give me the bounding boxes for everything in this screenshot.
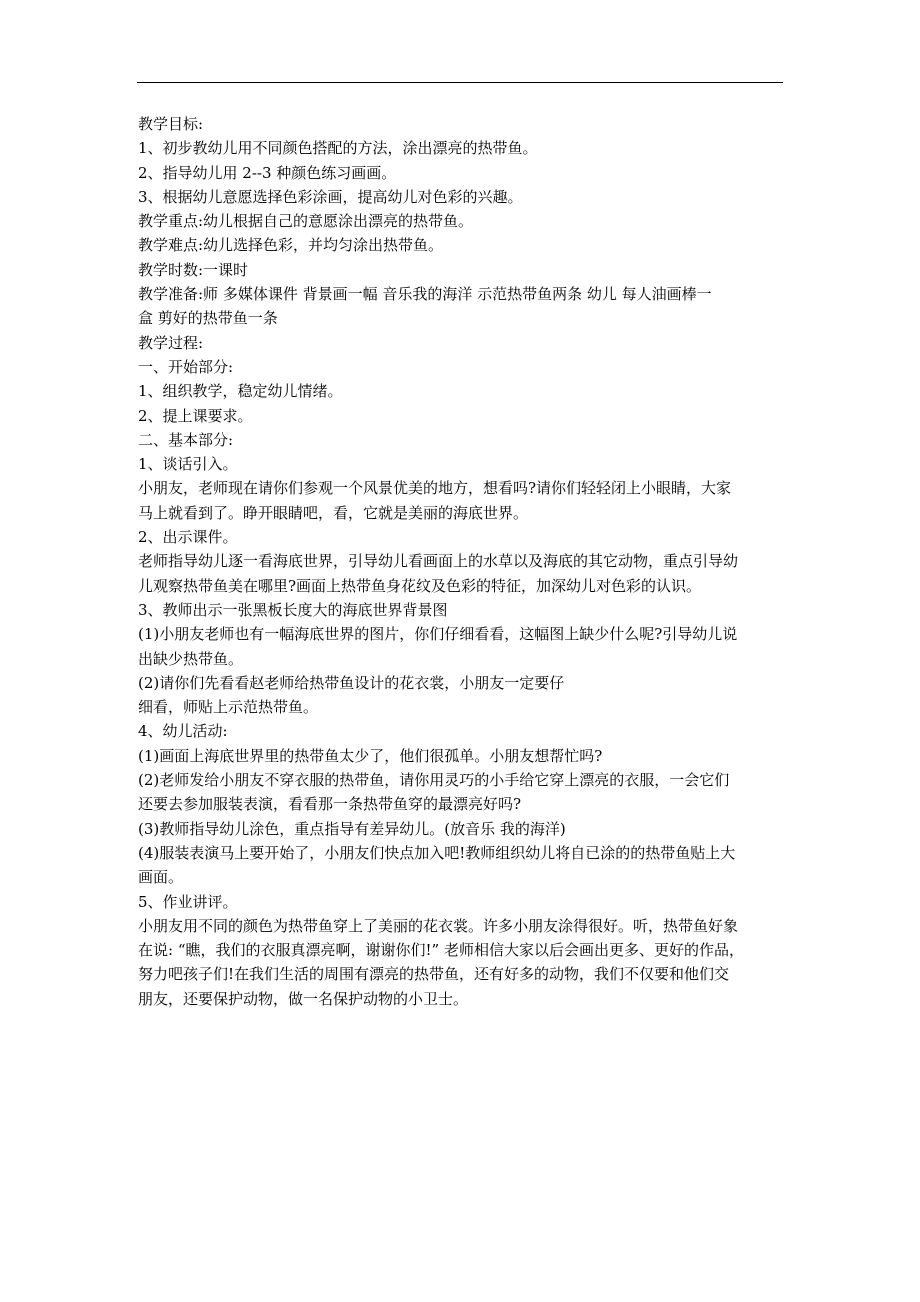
text-line: 盒 剪好的热带鱼一条: [138, 309, 278, 328]
text-line: 朋友，还要保护动物，做一名保护动物的小卫士。: [138, 989, 469, 1008]
text-line: 小朋友用不同的颜色为热带鱼穿上了美丽的花衣裳。许多小朋友涂得很好。听，热带鱼好象: [138, 916, 739, 935]
text-line: 1、初步教幼儿用不同颜色搭配的方法，涂出漂亮的热带鱼。: [138, 139, 538, 158]
text-line: 教学时数:一课时: [138, 260, 249, 279]
text-line: 2、出示课件。: [138, 528, 238, 547]
text-line: (1)小朋友老师也有一幅海底世界的图片，你们仔细看看，这幅图上缺少什么呢?引导幼儿说: [138, 625, 738, 644]
text-line: 3、根据幼儿意愿选择色彩涂画，提高幼儿对色彩的兴趣。: [138, 187, 523, 206]
text-line: 一、开始部分:: [138, 357, 234, 376]
text-line: 2、指导幼儿用 2--3 种颜色练习画画。: [138, 163, 397, 182]
text-line: 1、组织教学，稳定幼儿情绪。: [138, 382, 343, 401]
text-line: 细看，师贴上示范热带鱼。: [138, 698, 319, 717]
text-line: 在说: “瞧，我们的衣服真漂亮啊，谢谢你们!” 老师相信大家以后会画出更多、更好的作品，: [138, 941, 744, 960]
text-line: 教学过程:: [138, 333, 204, 352]
text-line: 教学难点:幼儿选择色彩，并均匀涂出热带鱼。: [138, 236, 444, 255]
text-line: (1)画面上海底世界里的热带鱼太少了，他们很孤单。小朋友想帮忙吗?: [138, 746, 603, 765]
text-line: 二、基本部分:: [138, 430, 234, 449]
text-line: 2、提上课要求。: [138, 406, 253, 425]
text-line: 3、教师出示一张黑板长度大的海底世界背景图: [138, 600, 448, 619]
text-line: 4、幼儿活动:: [138, 722, 228, 741]
text-line: 还要去参加服装表演，看看那一条热带鱼穿的最漂亮好吗?: [138, 795, 522, 814]
document-body: [138, 112, 788, 1011]
text-line: 5、作业讲评。: [138, 892, 238, 911]
text-line: 1、谈话引入。: [138, 455, 238, 474]
text-line: 老师指导幼儿逐一看海底世界，引导幼儿看画面上的水草以及海底的其它动物，重点引导幼: [138, 552, 739, 571]
text-line: (4)服装表演马上要开始了，小朋友们快点加入吧!教师组织幼儿将自已涂的的热带鱼贴上大: [138, 843, 736, 862]
text-line: 教学目标:: [138, 115, 204, 133]
text-line: (3)教师指导幼儿涂色，重点指导有差异幼儿。(放音乐 我的海洋): [138, 819, 566, 838]
text-line: 儿观察热带鱼美在哪里?画面上热带鱼身花纹及色彩的特征，加深幼儿对色彩的认识。: [138, 576, 702, 595]
text-line: 出缺少热带鱼。: [138, 649, 244, 668]
text-line: 教学准备:师 多媒体课件 背景画一幅 音乐我的海洋 示范热带鱼两条 幼儿 每人油画棒一: [138, 285, 712, 304]
text-line: 教学重点:幼儿根据自己的意愿涂出漂亮的热带鱼。: [138, 212, 474, 231]
text-line: 画面。: [138, 868, 184, 887]
text-line: 小朋友，老师现在请你们参观一个风景优美的地方，想看吗?请你们轻轻闭上小眼睛，大家: [138, 479, 732, 498]
header-rule: [137, 82, 783, 83]
text-line: (2)老师发给小朋友不穿衣服的热带鱼，请你用灵巧的小手给它穿上漂亮的衣服，一会它们: [138, 771, 730, 790]
text-line: 努力吧孩子们!在我们生活的周围有漂亮的热带鱼，还有好多的动物，我们不仅要和他们交: [138, 965, 730, 984]
text-line: 马上就看到了。睁开眼睛吧，看，它就是美丽的海底世界。: [138, 503, 529, 522]
text-line: (2)请你们先看看赵老师给热带鱼设计的花衣裳，小朋友一定要仔: [138, 673, 565, 692]
